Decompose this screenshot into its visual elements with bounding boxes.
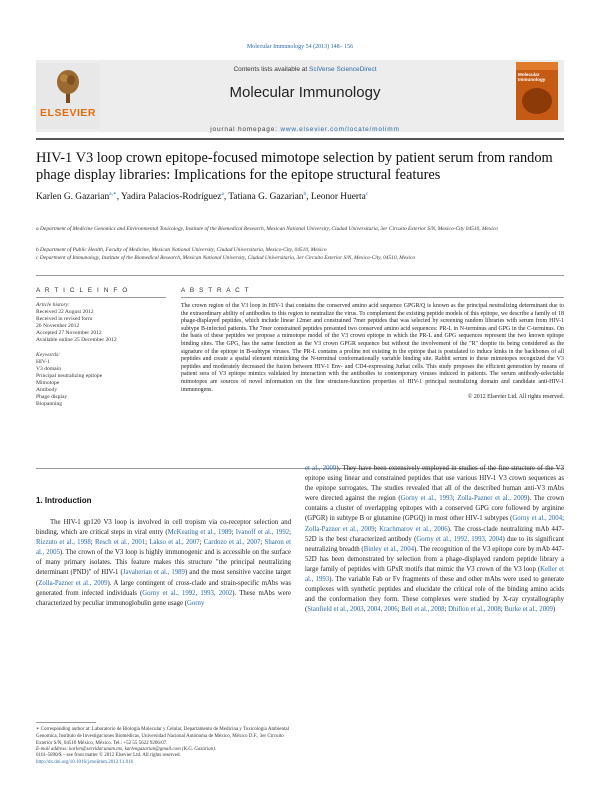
affiliation-rule	[36, 275, 564, 276]
body-text: ). A large contingent of cross-clade and strain-specific mAbs was generated from infected individuals (	[36, 579, 291, 597]
author-affiliation-marker[interactable]: b	[303, 191, 307, 197]
author-name: Leonor Huerta	[310, 192, 366, 203]
body-text: ;	[90, 539, 95, 547]
info-spacer	[36, 344, 166, 352]
corresponding-author-footnote	[36, 727, 291, 754]
cover-title: Molecular Immunology	[518, 72, 546, 82]
elsevier-tree-icon	[56, 69, 80, 103]
keyword: Principal neutralizing epitope	[36, 373, 103, 379]
body-text: ). These mAbs were characterized by peculiar immunoglobulin gene usage (	[36, 589, 291, 607]
citation-link[interactable]: Gorny	[186, 599, 205, 607]
body-text: ). They have been extensively employed in studies of the fine structure of the V3 epitope using linear and constrained peptides that use various HIV-1 V3 crown sequences as the epitope surrogates. The studies revealed that all of the described human anti-V3 mAbs were directed against the region (	[305, 465, 564, 503]
citation-link[interactable]: Ivanoff et al., 1992	[235, 529, 290, 537]
affiliation-c: c Department of Immunology, Institute of the Biomedical Research, Mexican National University, Ciudad Universitaria, 3er Circuito Exterior S/N, Mexico-City, 04510, Mexico	[36, 255, 416, 261]
citation-link[interactable]: Lakso et al., 2007	[149, 539, 200, 547]
sciencedirect-link[interactable]: SciVerse ScienceDirect	[308, 66, 377, 73]
keyword: Antibody	[36, 387, 58, 393]
cover-top-band	[516, 62, 558, 70]
keyword: Phage display	[36, 394, 68, 400]
homepage-label: journal homepage:	[210, 126, 278, 133]
contents-line	[100, 66, 510, 73]
footnote-text: ∗ Corresponding author at: Laboratorio de Biología Molecular y Celular, Departamento de Medicina y Toxicología Ambiental Genomica, Instituto de Investigaciones Biomédicas, Universidad Nacional Autónoma de México, México D.F., 3er Circuito Exterior S/N, 04510 México, México. Tel.: +52 55 5622 9206/07.	[36, 727, 289, 746]
introduction-heading: 1. Introduction	[36, 496, 92, 505]
body-text: ). The crown of the V3 loop is highly immunogenic and is accessible on the surface of many primary isolates. This feature makes this structure "the principal neutralizing determinant (PND)" of HIV-1 (	[36, 549, 291, 577]
body-text: ;	[444, 606, 449, 614]
history-label: Article history:	[36, 302, 71, 308]
citation-link[interactable]: Zolla-Pazner et al., 2009	[457, 495, 528, 503]
issn-block	[36, 753, 291, 767]
author-name: Karlen G. Gazarian	[36, 192, 110, 203]
body-text: ;	[500, 606, 505, 614]
citation-link[interactable]: Binley et al., 2004	[363, 545, 415, 553]
citation-link[interactable]: Dhillon et al., 2008	[448, 606, 501, 614]
abstract-text: The crown region of the V3 loop in HIV-1 that contains the conserved amino acid sequence GPGR/Q is known as the principal neutralizing determinant due to the extraordinary ability of antibodies to this region to neutralize the virus. To complement the existing peptide models of this epitope, we describe a family of 18 phage-displayed peptides, which include linear 12mer and constrained 7mer peptides that was selected by screening random libraries with serum from HIV-1 subtype B-infected patients. The 7mer constrained peptides presented two conserved amino acid sequences: PR-L in N-terminus and GPG in the C-terminus. On the basis of these peptides we propose a mimotope model of the V3 crown epitope in which the PR-L and GPG sequences represent the two known epitope binding sites. The GPG, has the same function as the V3 crown GPGR sequence but without the involvement of the "R" despite its being considered as the signature of the epitope in B-subtype viruses. The PR-L contains a proline not existing in the epitope that is postulated to induce kinks in the backbones of all peptides and create a spatial element mimicking the N-terminal conformationally variable binding site. Rabbit serum to these mimotopes recognized the V3 peptides and moderately decreased the fusion between HIV-1 Env- and CD4-expressing Jurkat cells. This study proposes the efficient generation by means of patient sera of V3 epitope mimics validated by interaction with the antibodies to contemporary viruses induced in patients. The serum antibody-selectable mimotopes are sources of novel information on the fine structure-function properties of HIV-1 principal neutralizing domain and candidate anti-HIV-1 immunogens.	[181, 303, 564, 393]
citation-link[interactable]: Gorny et al., 1992, 1993, 2004	[416, 535, 503, 543]
history-line: Received in revised form	[36, 316, 93, 322]
body-text: ). The variable Fab or Fv fragments of these and other mAbs were used to generate complexes with synthetic peptides and elucidate the critical role of the binding amino acids and the conformation they form. These complexes were studied by X-ray crystallography (	[305, 576, 564, 614]
body-text: ;	[452, 495, 458, 503]
abstract-copyright: © 2012 Elsevier Ltd. All rights reserved.	[467, 394, 564, 401]
abstract-body	[181, 303, 564, 402]
citation-link[interactable]: et al., 2009	[305, 465, 337, 472]
author-list: Karlen G. Gazarian$^{a,∗}$, Yadira Palacios-Rodríguez$^a$, Tatiana G. Gazarian$^b$, Leonor Huerta$^c$	[36, 191, 369, 203]
body-text: ). The crown contains a cluster of overlapping epitopes with a conserved GPG core followed by arginine (GPGR) in subtype B or glutamine (GPGQ) in most other HIV-1 subtypes (	[305, 495, 564, 523]
doi-link[interactable]: http://dx.doi.org/10.1016/j.molimm.2012.11.016	[36, 759, 134, 765]
affiliation-b: b Department of Public Health, Faculty of Medicine, Mexican National University, Ciudad Universitaria, Mexico-City, 04510, Mexico	[36, 247, 327, 253]
citation-link[interactable]: Cardozo et al., 2007	[203, 539, 261, 547]
citation-link[interactable]: Gorny et al., 1993	[400, 495, 453, 503]
affiliation-a: a Department of Medicine Genomics and Environmental Toxicology, Institute of the Biomedical Research, Mexican National University, Ciudad Universitaria, 3er Circuito Exterior S/N, Mexico-City 04510, Mexico	[36, 226, 498, 232]
history-line: Received 22 August 2012	[36, 309, 94, 315]
body-text: ). The recognition of the V3 epitope core by mAb 447-52D has been demonstrated by selection from a phage-displayed random peptide library a large family of peptides with GPxR motifs that mimic the V3 crown of the V3 loop (	[305, 545, 564, 573]
article-info	[36, 302, 166, 408]
cover-artwork	[522, 88, 552, 114]
article-title: HIV-1 V3 loop crown epitope-focused mimotope selection by patient serum from random phage display libraries: Implications for the epitope structural features	[36, 150, 553, 183]
citation-link[interactable]: McKeating et al., 1989	[167, 529, 232, 537]
author-affiliation-marker[interactable]: a,∗	[109, 191, 117, 197]
keywords-label: Keywords:	[36, 352, 61, 358]
body-text: ;	[562, 515, 564, 523]
citation-link[interactable]: Resch et al., 2001	[94, 539, 146, 547]
history-line: 26 November 2012	[36, 323, 80, 329]
citation-link[interactable]: Zolla-Pazner et al., 2009	[38, 579, 108, 587]
body-text: ;	[289, 529, 292, 537]
citation-link[interactable]: Javaherian et al., 1989	[122, 569, 185, 577]
author-affiliation-marker[interactable]: c	[365, 191, 369, 197]
introduction-right-column	[305, 464, 564, 615]
citation-link[interactable]: Keller et al., 1993	[305, 565, 564, 584]
keyword: V3 domain	[36, 366, 62, 372]
history-line: Accepted 27 November 2012	[36, 330, 102, 336]
publisher-wordmark: ELSEVIER	[40, 107, 96, 119]
citation-link[interactable]: Burke et al., 2009	[504, 606, 553, 614]
body-text: ;	[145, 539, 150, 547]
body-text: ) due to its significant neutralizing breadth (	[305, 535, 564, 553]
citation-link[interactable]: Sharon et al., 2005	[36, 539, 292, 557]
footnote-rule	[36, 722, 96, 723]
article-info-heading: A R T I C L E I N F O	[36, 287, 129, 294]
body-text: ;	[199, 539, 204, 547]
citation-link[interactable]: Bell et al., 2008	[401, 606, 445, 614]
citation-link[interactable]: Krachmarov et al., 2006	[379, 525, 448, 533]
introduction-left-column	[36, 518, 291, 609]
masthead-rule	[36, 138, 564, 140]
citation-link[interactable]: Gorny et al., 2004	[512, 515, 563, 523]
journal-cover-image	[516, 62, 558, 120]
keyword: Biopanning	[36, 401, 63, 407]
footnote-email: E-mail address: karlen@servidor.unam.mx, karlengazarian@gmail.com (K.G. Gazarian).	[36, 747, 217, 753]
body-text: ). The cross-clade neutralizing mAb 447-52D is the best characterized antibody (	[305, 525, 564, 543]
abstract-rule	[181, 297, 564, 298]
contents-prefix: Contents lists available at	[233, 66, 308, 73]
body-text: )	[552, 606, 556, 614]
elsevier-logo	[36, 63, 100, 129]
homepage-link[interactable]: www.elsevier.com/locate/molimm	[280, 126, 400, 133]
article-info-rule	[36, 297, 166, 298]
citation-link[interactable]: Rizzuto et al., 1998	[36, 539, 91, 547]
issn-line: 0161-5890/$ – see front matter © 2012 Elsevier Ltd. All rights reserved.	[36, 753, 181, 758]
author-name: Yadira Palacios-Rodríguez	[121, 192, 222, 203]
running-head: Molecular Immunology 54 (2013) 148– 156	[246, 44, 354, 50]
citation-link[interactable]: Gorny et al., 1992, 1993, 2002	[142, 589, 233, 597]
journal-title: Molecular Immunology	[229, 84, 381, 101]
body-text: ;	[397, 606, 402, 614]
homepage-line	[100, 126, 510, 133]
body-text: ;	[231, 529, 236, 537]
body-text: ;	[260, 539, 265, 547]
author-affiliation-marker[interactable]: a	[221, 191, 224, 197]
keyword: Mimotope	[36, 380, 60, 386]
body-text: ) and the most sensitive vaccine target (	[36, 569, 292, 587]
abstract-heading: A B S T R A C T	[181, 287, 251, 294]
citation-link[interactable]: Zolla-Pazner et al., 2009	[305, 525, 375, 533]
citation-link[interactable]: Stanfield et al., 2003, 2004, 2006	[307, 606, 398, 614]
history-line: Available online 25 December 2012	[36, 337, 117, 343]
body-text: ;	[374, 525, 380, 533]
author-name: Tatiana G. Gazarian	[228, 192, 304, 203]
body-text: The HIV-1 gp120 V3 loop is involved in cell tropism via co-receptor selection and binding, which are critical steps in viral entry (	[36, 519, 291, 537]
keyword: HIV-1	[36, 359, 51, 365]
